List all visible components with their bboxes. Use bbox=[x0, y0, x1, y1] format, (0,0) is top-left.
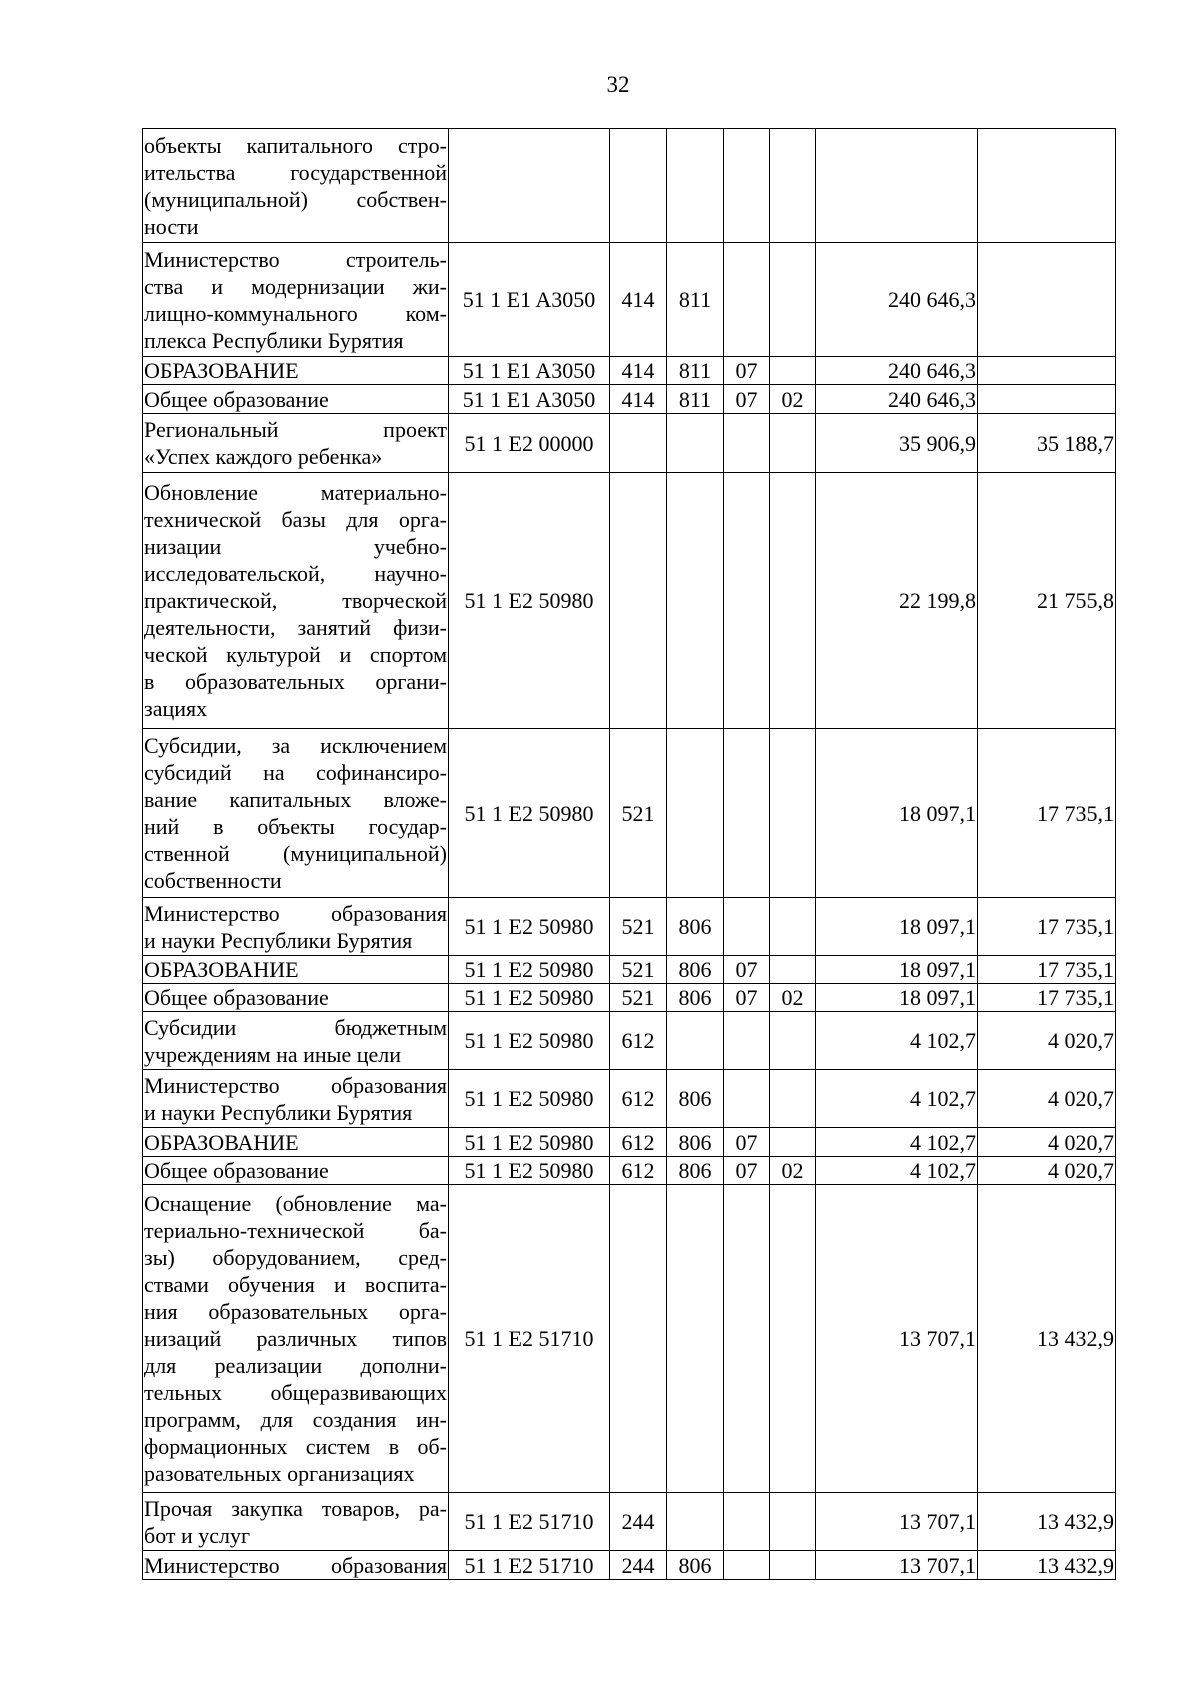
cell-target-code: 51 1 E1 A3050 bbox=[449, 385, 610, 414]
cell-name: Субсидии бюджетным учреждениям на иные цели bbox=[143, 1012, 449, 1070]
table-row bbox=[143, 1493, 1116, 1551]
cell-amount-2: 13 432,9 bbox=[978, 1185, 1116, 1493]
cell-subsection bbox=[770, 956, 816, 984]
cell-subsection bbox=[770, 898, 816, 956]
cell-name: ОБРАЗОВАНИЕ bbox=[143, 1128, 449, 1157]
cell-expense-type: 414 bbox=[610, 243, 667, 357]
cell-ministry-code bbox=[667, 1012, 724, 1070]
cell-amount-1: 18 097,1 bbox=[816, 984, 978, 1012]
cell-ministry-code bbox=[667, 414, 724, 473]
cell-target-code: 51 1 E2 50980 bbox=[449, 473, 610, 729]
cell-expense-type: 244 bbox=[610, 1551, 667, 1580]
cell-ministry-code: 806 bbox=[667, 1157, 724, 1185]
cell-name: ОБРАЗОВАНИЕ bbox=[143, 357, 449, 385]
cell-section bbox=[724, 1012, 770, 1070]
cell-expense-type: 414 bbox=[610, 385, 667, 414]
cell-target-code: 51 1 E2 50980 bbox=[449, 1012, 610, 1070]
cell-expense-type: 521 bbox=[610, 956, 667, 984]
cell-ministry-code bbox=[667, 1493, 724, 1551]
cell-subsection bbox=[770, 243, 816, 357]
cell-target-code: 51 1 E2 50980 bbox=[449, 956, 610, 984]
cell-section bbox=[724, 1493, 770, 1551]
table-row bbox=[143, 898, 1116, 956]
table-row bbox=[143, 984, 1116, 1012]
table-row bbox=[143, 1157, 1116, 1185]
cell-section: 07 bbox=[724, 357, 770, 385]
cell-amount-1: 13 707,1 bbox=[816, 1185, 978, 1493]
cell-target-code: 51 1 E1 A3050 bbox=[449, 357, 610, 385]
table-row bbox=[143, 385, 1116, 414]
cell-amount-2: 17 735,1 bbox=[978, 729, 1116, 898]
cell-expense-type bbox=[610, 129, 667, 243]
cell-section bbox=[724, 729, 770, 898]
cell-name: Министерство образования и науки Республики Бурятия bbox=[143, 898, 449, 956]
cell-name: Субсидии, за исключением субсидий на софинансиро- вание капитальных вложе- ний в объекты государ- ственной (муниципальной) собственности bbox=[143, 729, 449, 898]
cell-section: 07 bbox=[724, 984, 770, 1012]
cell-expense-type: 612 bbox=[610, 1128, 667, 1157]
cell-expense-type: 521 bbox=[610, 898, 667, 956]
cell-name: Общее образование bbox=[143, 1157, 449, 1185]
cell-amount-2 bbox=[978, 357, 1116, 385]
cell-amount-1 bbox=[816, 129, 978, 243]
cell-expense-type bbox=[610, 1185, 667, 1493]
cell-amount-1: 240 646,3 bbox=[816, 357, 978, 385]
table-row bbox=[143, 1128, 1116, 1157]
cell-subsection: 02 bbox=[770, 984, 816, 1012]
cell-target-code: 51 1 E2 50980 bbox=[449, 729, 610, 898]
page-number: 32 bbox=[606, 72, 630, 97]
cell-subsection bbox=[770, 357, 816, 385]
cell-ministry-code: 806 bbox=[667, 898, 724, 956]
cell-expense-type: 521 bbox=[610, 984, 667, 1012]
cell-expense-type: 414 bbox=[610, 357, 667, 385]
cell-amount-2: 13 432,9 bbox=[978, 1493, 1116, 1551]
cell-expense-type: 244 bbox=[610, 1493, 667, 1551]
cell-ministry-code bbox=[667, 129, 724, 243]
cell-subsection bbox=[770, 1493, 816, 1551]
cell-subsection bbox=[770, 1185, 816, 1493]
table-row bbox=[143, 729, 1116, 898]
table-row bbox=[143, 956, 1116, 984]
table-row bbox=[143, 243, 1116, 357]
cell-subsection bbox=[770, 1128, 816, 1157]
cell-amount-2: 21 755,8 bbox=[978, 473, 1116, 729]
cell-amount-1: 4 102,7 bbox=[816, 1070, 978, 1128]
cell-section bbox=[724, 1185, 770, 1493]
cell-subsection bbox=[770, 729, 816, 898]
budget-table bbox=[142, 128, 1116, 1580]
cell-amount-2: 17 735,1 bbox=[978, 956, 1116, 984]
table-row bbox=[143, 357, 1116, 385]
cell-name: Общее образование bbox=[143, 385, 449, 414]
cell-expense-type: 612 bbox=[610, 1070, 667, 1128]
cell-amount-2: 17 735,1 bbox=[978, 984, 1116, 1012]
cell-amount-1: 35 906,9 bbox=[816, 414, 978, 473]
cell-target-code: 51 1 E2 00000 bbox=[449, 414, 610, 473]
cell-section bbox=[724, 473, 770, 729]
cell-ministry-code: 811 bbox=[667, 385, 724, 414]
cell-target-code: 51 1 E2 51710 bbox=[449, 1185, 610, 1493]
cell-subsection bbox=[770, 473, 816, 729]
cell-target-code bbox=[449, 129, 610, 243]
cell-section: 07 bbox=[724, 956, 770, 984]
cell-amount-2 bbox=[978, 129, 1116, 243]
cell-target-code: 51 1 E2 50980 bbox=[449, 984, 610, 1012]
cell-name: Обновление материально- технической базы для орга- низации учебно- исследовательской, научно- практической, творческой деятельности, занятий физи- ческой культурой и спортом в образовательных органи- зациях bbox=[143, 473, 449, 729]
cell-section: 07 bbox=[724, 1128, 770, 1157]
cell-ministry-code: 811 bbox=[667, 357, 724, 385]
cell-expense-type: 521 bbox=[610, 729, 667, 898]
cell-section bbox=[724, 414, 770, 473]
cell-subsection: 02 bbox=[770, 1157, 816, 1185]
table-row bbox=[143, 1012, 1116, 1070]
cell-subsection bbox=[770, 414, 816, 473]
cell-amount-2: 4 020,7 bbox=[978, 1128, 1116, 1157]
cell-amount-2: 13 432,9 bbox=[978, 1551, 1116, 1580]
cell-expense-type: 612 bbox=[610, 1012, 667, 1070]
cell-section: 07 bbox=[724, 1157, 770, 1185]
cell-section bbox=[724, 243, 770, 357]
cell-ministry-code: 806 bbox=[667, 984, 724, 1012]
cell-target-code: 51 1 E2 50980 bbox=[449, 898, 610, 956]
cell-amount-2: 4 020,7 bbox=[978, 1070, 1116, 1128]
cell-name: Министерство образования bbox=[144, 1552, 447, 1578]
cell-amount-1: 4 102,7 bbox=[816, 1157, 978, 1185]
cell-expense-type: 612 bbox=[610, 1157, 667, 1185]
cell-amount-1: 18 097,1 bbox=[816, 729, 978, 898]
cell-target-code: 51 1 E2 50980 bbox=[449, 1070, 610, 1128]
cell-amount-2: 35 188,7 bbox=[978, 414, 1116, 473]
cell-target-code: 51 1 E2 50980 bbox=[449, 1157, 610, 1185]
cell-section bbox=[724, 898, 770, 956]
cell-ministry-code bbox=[667, 1185, 724, 1493]
cell-section bbox=[724, 1551, 770, 1580]
cell-target-code: 51 1 E2 51710 bbox=[449, 1551, 610, 1580]
table-body bbox=[143, 129, 1116, 1580]
cell-amount-1: 13 707,1 bbox=[816, 1493, 978, 1551]
cell-name: Оснащение (обновление ма- териально-технической ба- зы) оборудованием, сред- ствами обучения и воспита- ния образовательных орга- низаций различных типов для реализации дополни- тельных общеразвивающих программ, для создания ин- формационных систем в об- разовательных организациях bbox=[143, 1185, 449, 1493]
cell-target-code: 51 1 E2 50980 bbox=[449, 1128, 610, 1157]
cell-ministry-code bbox=[667, 729, 724, 898]
cell-section bbox=[724, 129, 770, 243]
cell-amount-2: 4 020,7 bbox=[978, 1157, 1116, 1185]
cell-ministry-code: 811 bbox=[667, 243, 724, 357]
cell-amount-1: 13 707,1 bbox=[816, 1551, 978, 1580]
cell-amount-2: 17 735,1 bbox=[978, 898, 1116, 956]
cell-ministry-code: 806 bbox=[667, 956, 724, 984]
table-row bbox=[143, 473, 1116, 729]
cell-ministry-code: 806 bbox=[667, 1551, 724, 1580]
cell-ministry-code: 806 bbox=[667, 1070, 724, 1128]
cell-target-code: 51 1 E2 51710 bbox=[449, 1493, 610, 1551]
cell-subsection bbox=[770, 1070, 816, 1128]
cell-ministry-code: 806 bbox=[667, 1128, 724, 1157]
cell-amount-1: 4 102,7 bbox=[816, 1012, 978, 1070]
cell-name: Региональный проект «Успех каждого ребенка» bbox=[143, 414, 449, 473]
cell-amount-2 bbox=[978, 243, 1116, 357]
cell-amount-1: 240 646,3 bbox=[816, 385, 978, 414]
cell-amount-1: 18 097,1 bbox=[816, 898, 978, 956]
cell-subsection bbox=[770, 1551, 816, 1580]
table-row bbox=[143, 1185, 1116, 1493]
cell-name: объекты капитального стро- ительства государственной (муниципальной) собствен- ности bbox=[143, 129, 449, 243]
cell-subsection bbox=[770, 129, 816, 243]
cell-amount-1: 240 646,3 bbox=[816, 243, 978, 357]
cell-expense-type bbox=[610, 414, 667, 473]
cell-ministry-code bbox=[667, 473, 724, 729]
cell-amount-1: 18 097,1 bbox=[816, 956, 978, 984]
cell-section: 07 bbox=[724, 385, 770, 414]
cell-name: ОБРАЗОВАНИЕ bbox=[143, 956, 449, 984]
table-row bbox=[143, 414, 1116, 473]
table-row bbox=[143, 129, 1116, 243]
cell-amount-2 bbox=[978, 385, 1116, 414]
cell-subsection: 02 bbox=[770, 385, 816, 414]
cell-name: Прочая закупка товаров, ра- бот и услуг bbox=[143, 1493, 449, 1551]
cell-amount-2: 4 020,7 bbox=[978, 1012, 1116, 1070]
table-row bbox=[143, 1070, 1116, 1128]
cell-name: Министерство образования и науки Республики Бурятия bbox=[143, 1070, 449, 1128]
cell-name: Министерство строитель- ства и модернизации жи- лищно-коммунального ком- плекса Республики Бурятия bbox=[143, 243, 449, 357]
cell-amount-1: 22 199,8 bbox=[816, 473, 978, 729]
table-row bbox=[143, 1551, 1116, 1580]
cell-name: Общее образование bbox=[143, 984, 449, 1012]
cell-subsection bbox=[770, 1012, 816, 1070]
cell-target-code: 51 1 E1 A3050 bbox=[449, 243, 610, 357]
cell-expense-type bbox=[610, 473, 667, 729]
cell-section bbox=[724, 1070, 770, 1128]
cell-amount-1: 4 102,7 bbox=[816, 1128, 978, 1157]
